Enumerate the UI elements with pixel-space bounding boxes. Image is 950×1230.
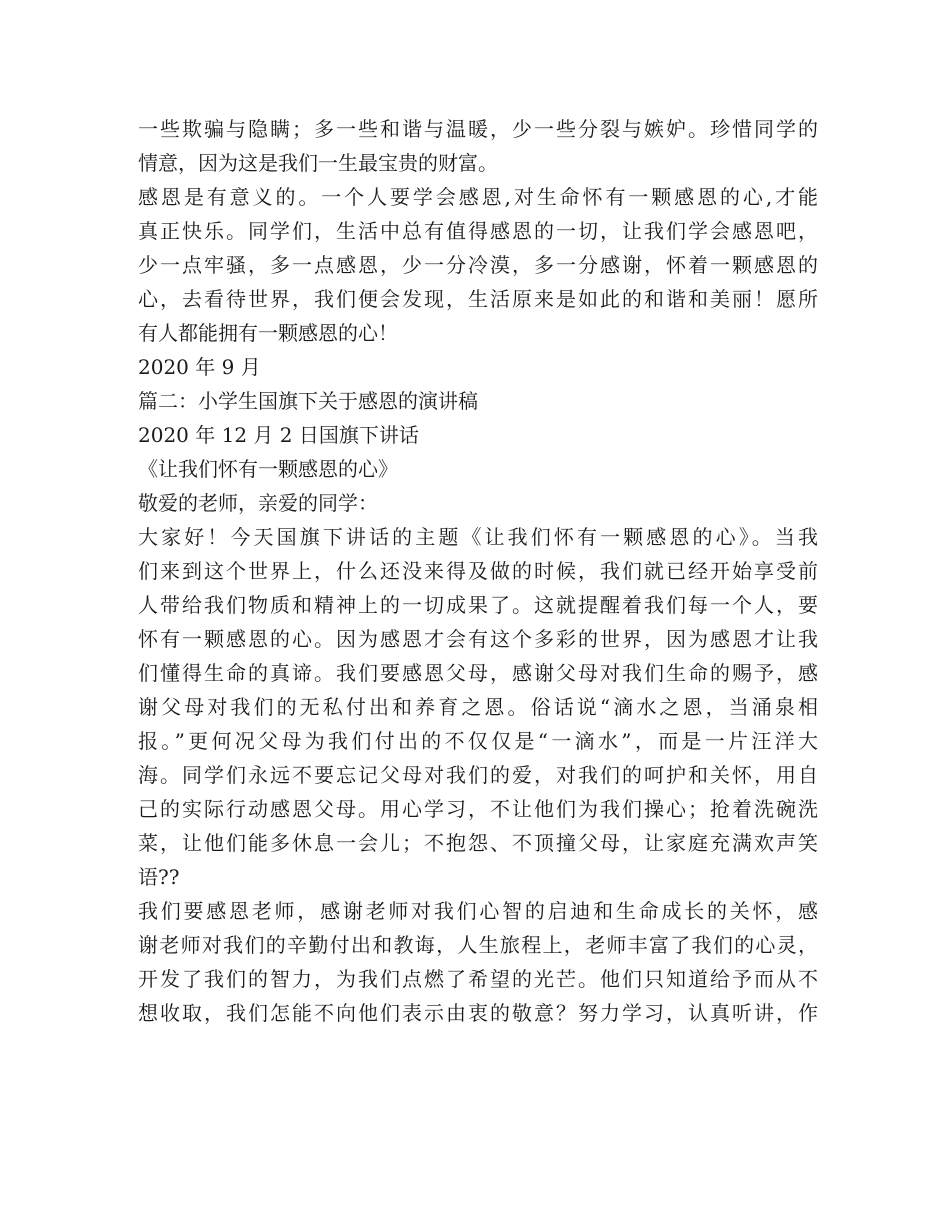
text-line: 己的实际行动感恩父母。用心学习，不让他们为我们操心；抢着洗碗洗 (138, 797, 818, 821)
text-line: 语?? (138, 865, 180, 889)
speech-date: 2020 年 12 月 2 日国旗下讲话 (138, 423, 419, 447)
document-body (138, 112, 818, 1030)
text-line: 怀有一颗感恩的心。因为感恩才会有这个多彩的世界，因为感恩才让我 (138, 627, 818, 651)
text-line: 大家好！今天国旗下讲话的主题《让我们怀有一颗感恩的心》。当我 (138, 525, 818, 549)
date-line: 2020 年 9 月 (138, 355, 261, 379)
text-line: 报。”更何况父母为我们付出的不仅仅是“一滴水”，而是一片汪洋大 (138, 729, 818, 753)
text-line: 海。同学们永远不要忘记父母对我们的爱，对我们的呵护和关怀，用自 (138, 763, 818, 787)
text-line: 真正快乐。同学们，生活中总有值得感恩的一切，让我们学会感恩吧， (138, 219, 818, 243)
text-line: 想收取，我们怎能不向他们表示由衷的敬意？努力学习，认真听讲，作 (138, 1001, 818, 1025)
text-line: 我们要感恩老师，感谢老师对我们心智的启迪和生命成长的关怀，感 (138, 899, 818, 923)
text-line: 们懂得生命的真谛。我们要感恩父母，感谢父母对我们生命的赐予，感 (138, 661, 818, 685)
text-line: 有人都能拥有一颗感恩的心！ (138, 321, 398, 345)
text-line: 菜，让他们能多休息一会儿；不抱怨、不顶撞父母，让家庭充满欢声笑 (138, 831, 818, 855)
section-heading: 篇二：小学生国旗下关于感恩的演讲稿 (138, 389, 478, 413)
text-line: 情意，因为这是我们一生最宝贵的财富。 (138, 151, 498, 175)
text-line: 谢老师对我们的辛勤付出和教诲，人生旅程上，老师丰富了我们的心灵， (138, 933, 818, 957)
salutation: 敬爱的老师，亲爱的同学： (138, 491, 378, 515)
speech-title: 《让我们怀有一颗感恩的心》 (138, 457, 398, 481)
text-line: 谢父母对我们的无私付出和养育之恩。俗话说“滴水之恩，当涌泉相 (138, 695, 818, 719)
text-line: 们来到这个世界上，什么还没来得及做的时候，我们就已经开始享受前 (138, 559, 818, 583)
text-line: 人带给我们物质和精神上的一切成果了。这就提醒着我们每一个人，要 (138, 593, 818, 617)
text-line: 一些欺骗与隐瞒；多一些和谐与温暖，少一些分裂与嫉妒。珍惜同学的 (138, 117, 818, 141)
text-line: 开发了我们的智力，为我们点燃了希望的光芒。他们只知道给予而从不 (138, 967, 818, 991)
text-line: 感恩是有意义的。一个人要学会感恩,对生命怀有一颗感恩的心,才能 (138, 185, 818, 209)
text-line: 少一点牢骚，多一点感恩，少一分冷漠，多一分感谢，怀着一颗感恩的 (138, 253, 818, 277)
text-line: 心，去看待世界，我们便会发现，生活原来是如此的和谐和美丽！愿所 (138, 287, 818, 311)
